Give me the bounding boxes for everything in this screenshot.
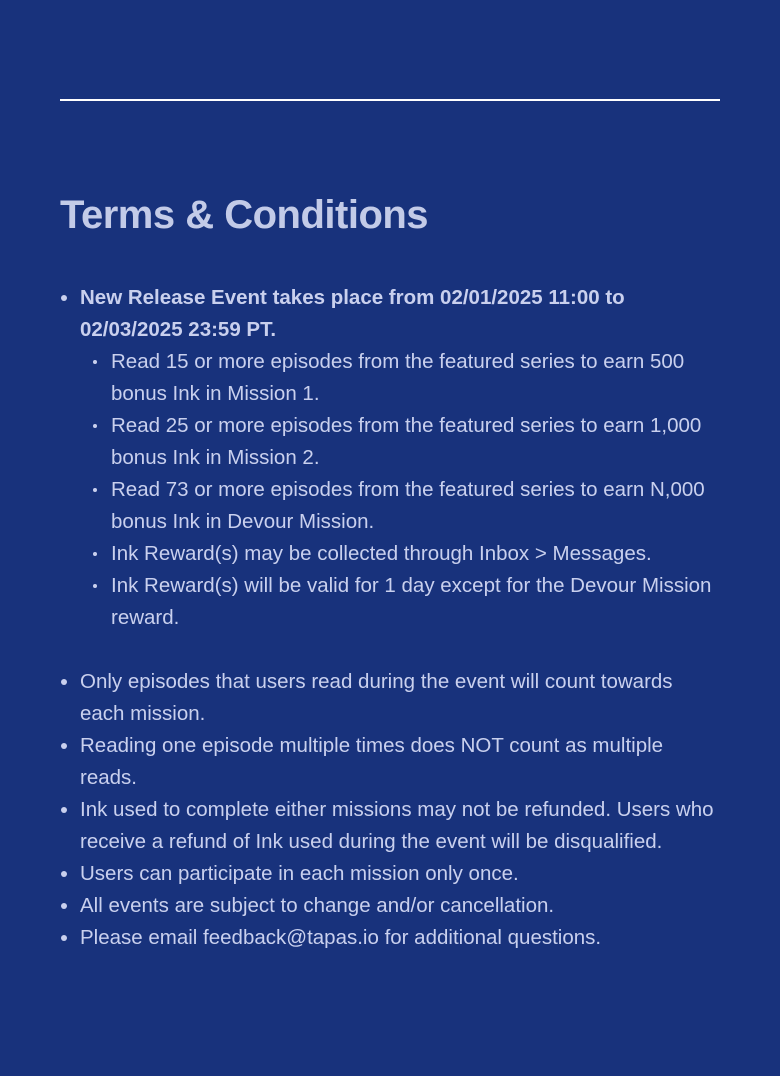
sub-list-item: Read 25 or more episodes from the featured series to earn 1,000 bonus Ink in Mission 2. xyxy=(111,410,720,474)
event-period-text: New Release Event takes place from 02/01/2025 11:00 to 02/03/2025 23:59 PT. xyxy=(80,286,625,341)
page-title: Terms & Conditions xyxy=(60,193,429,237)
event-sub-list xyxy=(111,346,720,634)
list-item: Please email feedback@tapas.io for additional questions. xyxy=(60,922,720,954)
sub-list-item: Ink Reward(s) may be collected through Inbox > Messages. xyxy=(111,538,720,570)
list-item: Only episodes that users read during the event will count towards each mission. xyxy=(60,666,720,730)
list-item-event xyxy=(60,282,720,634)
list-item: Ink used to complete either missions may not be refunded. Users who receive a refund of Ink used during the event will be disqualified. xyxy=(60,794,720,858)
sub-list-item: Read 15 or more episodes from the featured series to earn 500 bonus Ink in Mission 1. xyxy=(111,346,720,410)
list-item: Users can participate in each mission only once. xyxy=(60,858,720,890)
list-item: All events are subject to change and/or cancellation. xyxy=(60,890,720,922)
sub-list-item: Read 73 or more episodes from the featured series to earn N,000 bonus Ink in Devour Mission. xyxy=(111,474,720,538)
list-item: Reading one episode multiple times does NOT count as multiple reads. xyxy=(60,730,720,794)
sub-list-item: Ink Reward(s) will be valid for 1 day except for the Devour Mission reward. xyxy=(111,570,720,634)
top-divider xyxy=(60,99,720,101)
terms-list xyxy=(60,282,720,954)
terms-list-container xyxy=(60,282,720,954)
